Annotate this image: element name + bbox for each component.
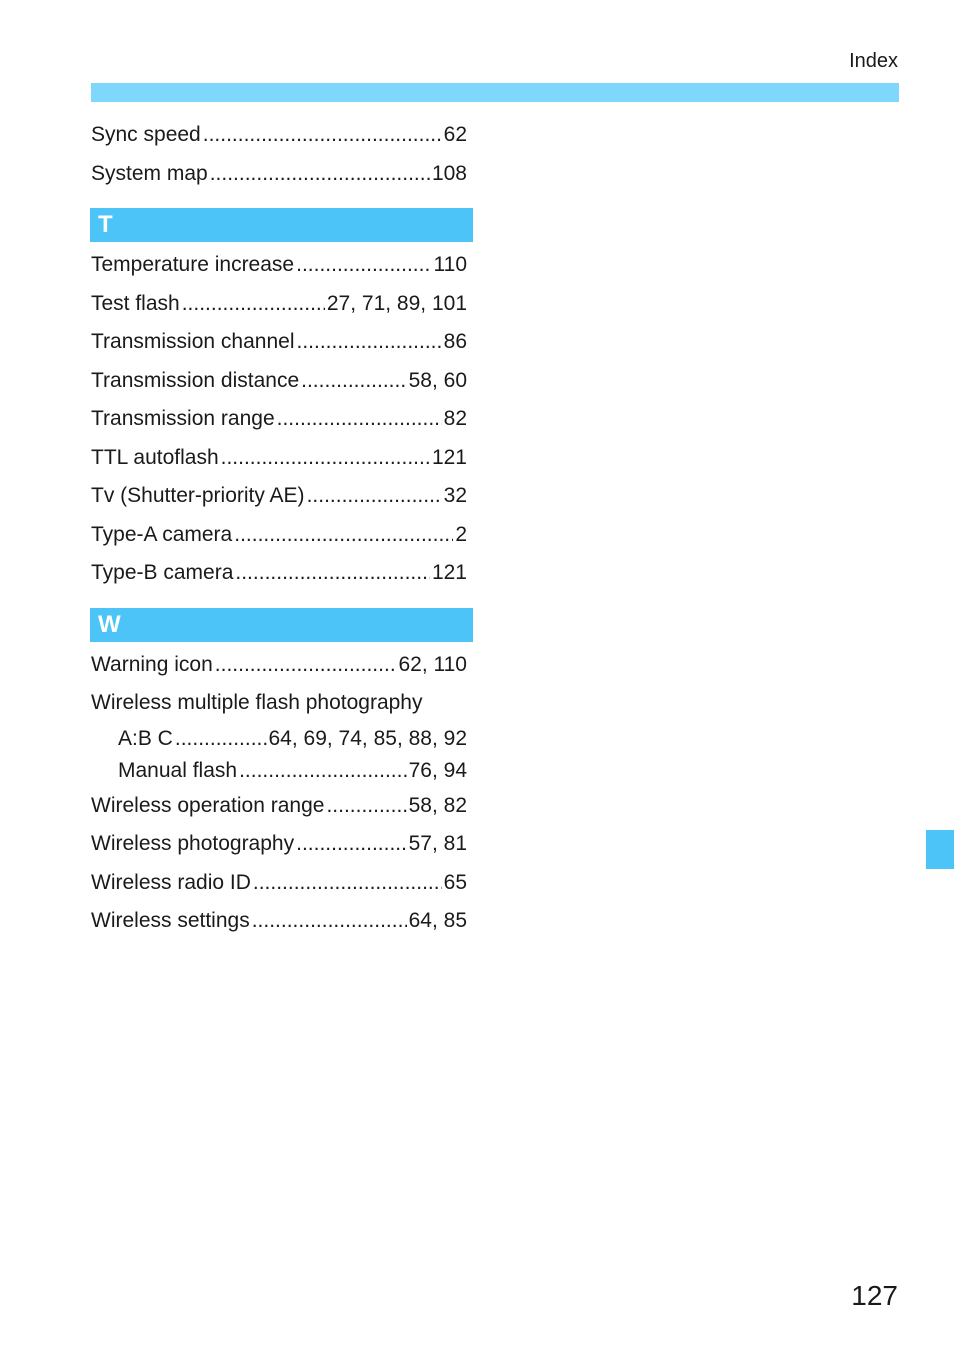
- index-term: Warning icon: [91, 652, 213, 676]
- dot-leader: [296, 246, 431, 285]
- index-term: Test flash: [91, 291, 180, 315]
- index-pages: 2: [455, 522, 467, 546]
- index-entry: [91, 362, 467, 401]
- dot-leader: [203, 116, 442, 155]
- index-entry: [91, 439, 467, 478]
- index-entry: [91, 554, 467, 593]
- dot-leader: [307, 477, 442, 516]
- index-pages: 86: [443, 330, 467, 353]
- index-entry: [91, 155, 467, 194]
- index-term: Temperature increase: [91, 253, 295, 276]
- index-term: Sync speed: [91, 123, 201, 146]
- index-entry: [91, 864, 467, 903]
- index-subentry: [91, 723, 467, 755]
- dot-leader: [296, 825, 407, 864]
- index-term: Type-B camera: [91, 561, 234, 584]
- index-pages: 64, 85: [408, 909, 467, 932]
- index-term: Wireless radio ID: [91, 870, 251, 894]
- dot-leader: [301, 362, 406, 401]
- index-entry: [91, 825, 467, 864]
- index-pages: 57, 81: [408, 832, 467, 855]
- index-pages: 64, 69, 74, 85, 88, 92: [268, 726, 467, 750]
- index-entry: [91, 246, 467, 285]
- index-pages: 62, 110: [398, 652, 467, 676]
- index-term: Tv (Shutter-priority AE): [91, 484, 305, 507]
- index-pages: 32: [443, 484, 467, 507]
- dot-leader: [234, 516, 453, 555]
- index-term: Wireless multiple flash photography: [91, 691, 423, 714]
- dot-leader: [296, 323, 441, 362]
- index-entry: [91, 323, 467, 362]
- index-term: TTL autoflash: [91, 445, 219, 469]
- index-pages: 108: [431, 161, 467, 185]
- dot-leader: [326, 787, 406, 826]
- index-pages: 82: [443, 407, 467, 430]
- index-entry: [91, 116, 467, 155]
- index-entry: [91, 400, 467, 439]
- index-entry: [91, 787, 467, 826]
- header-label: Index: [849, 50, 898, 72]
- index-term: Transmission channel: [91, 330, 295, 353]
- page-number: 127: [851, 1280, 898, 1311]
- dot-leader: [175, 723, 267, 755]
- index-entry: [91, 646, 467, 685]
- index-term: Wireless settings: [91, 909, 250, 932]
- index-entry: [91, 902, 467, 941]
- side-tab-marker: [926, 830, 954, 869]
- index-entry: [91, 516, 467, 555]
- index-pages: 58, 82: [408, 793, 467, 817]
- dot-leader: [210, 155, 430, 194]
- dot-leader: [277, 400, 442, 439]
- index-term: Transmission range: [91, 407, 275, 430]
- index-pages: 121: [431, 445, 467, 469]
- index-column: [91, 116, 467, 941]
- index-entry: [91, 285, 467, 324]
- index-pages: 65: [443, 870, 467, 894]
- index-term: Manual flash: [118, 758, 238, 782]
- dot-leader: [235, 554, 430, 593]
- index-subentry: [91, 755, 467, 787]
- index-pages: 27, 71, 89, 101: [326, 291, 467, 315]
- dot-leader: [182, 285, 325, 324]
- dot-leader: [239, 755, 407, 787]
- section-header-t: T: [90, 208, 473, 242]
- index-term: Wireless operation range: [91, 793, 325, 817]
- index-term: A:B C: [118, 726, 173, 750]
- index-term: Transmission distance: [91, 368, 300, 392]
- dot-leader: [252, 902, 407, 941]
- dot-leader: [221, 439, 430, 478]
- index-pages: 76, 94: [408, 758, 467, 782]
- header-bar: [91, 83, 899, 102]
- index-term: Type-A camera: [91, 522, 233, 546]
- index-pages: 58, 60: [408, 368, 467, 392]
- index-term: System map: [91, 161, 208, 185]
- dot-leader: [253, 864, 442, 903]
- index-entry: [91, 477, 467, 516]
- index-pages: 62: [443, 123, 467, 146]
- index-term: Wireless photography: [91, 832, 295, 855]
- dot-leader: [215, 646, 397, 685]
- index-entry: [91, 684, 467, 723]
- index-pages: 121: [431, 561, 467, 584]
- index-pages: 110: [433, 253, 467, 276]
- section-header-w: W: [90, 608, 473, 642]
